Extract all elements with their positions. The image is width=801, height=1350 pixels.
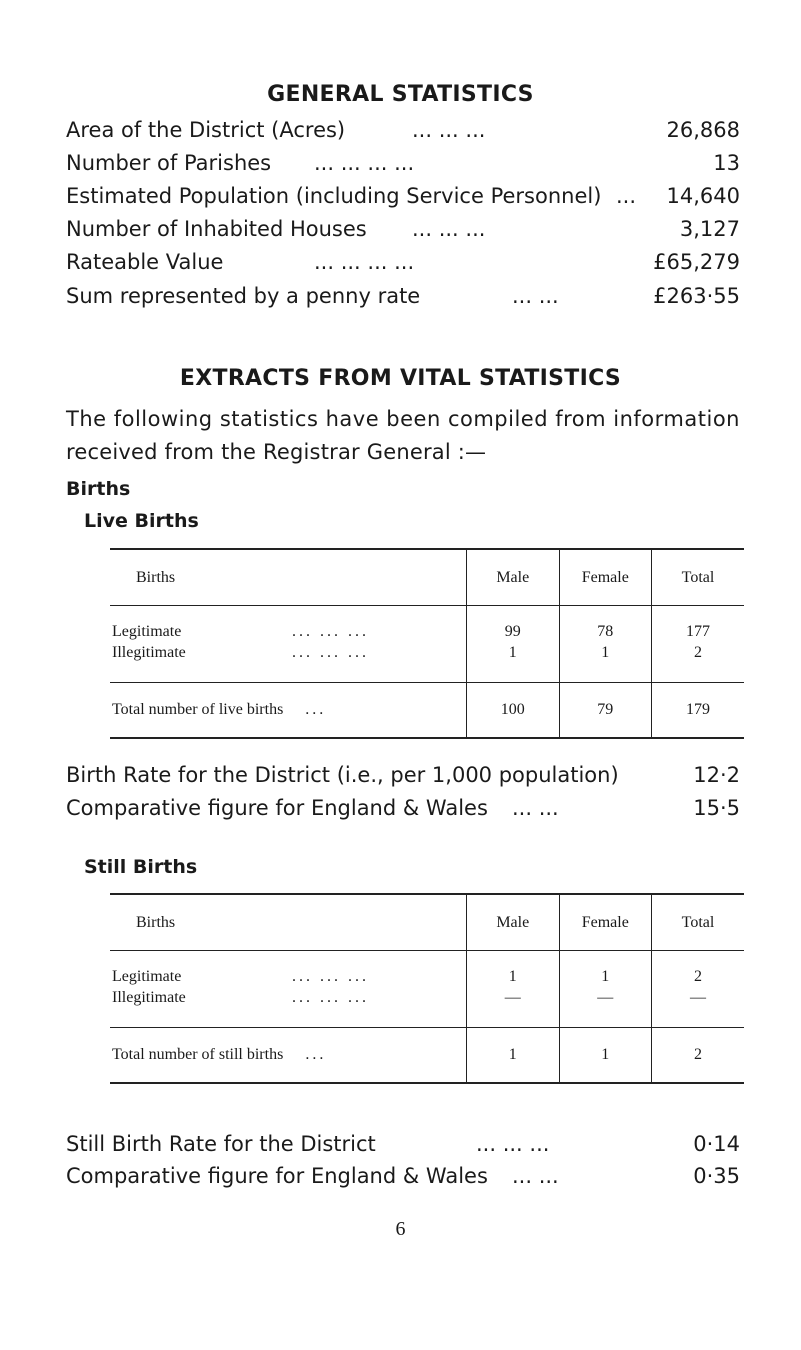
stat-label: Estimated Population (including Service Personnel) <box>66 184 602 208</box>
col-header-male: Male <box>467 549 560 606</box>
col-header-births: Births <box>110 549 467 606</box>
leader-dots: ... ... ... ... <box>314 250 415 274</box>
stat-row-houses <box>66 214 740 244</box>
general-statistics-heading: GENERAL STATISTICS <box>267 82 534 107</box>
birth-rate-row <box>66 760 740 790</box>
leader-dots: ... <box>305 701 327 718</box>
stat-label: Sum represented by a penny rate <box>66 284 421 308</box>
stat-label: Number of Inhabited Houses <box>66 217 367 241</box>
birth-rate-comparative-row <box>66 793 740 823</box>
table-total-row <box>110 683 744 739</box>
stat-value: 3,127 <box>679 217 740 241</box>
cell-total: 2 <box>652 1028 745 1084</box>
leader-dots: ... <box>616 184 637 208</box>
still-births-heading: Still Births <box>84 856 198 878</box>
stat-value: 0·14 <box>693 1132 740 1156</box>
table-total-row <box>110 1028 744 1084</box>
leader-dots: ... ... ... <box>476 1132 550 1156</box>
row-label-total: Total number of live births <box>112 701 284 718</box>
still-births-table <box>110 893 744 1084</box>
cell-female: 1 <box>559 1028 652 1084</box>
row-label-illegitimate: Illegitimate <box>112 989 186 1006</box>
stat-row-penny-rate <box>66 281 740 311</box>
row-label-total: Total number of still births <box>112 1046 284 1063</box>
leader-dots: ... ... ... <box>292 623 369 640</box>
row-label-legitimate: Legitimate <box>112 968 182 985</box>
table-row <box>110 987 744 1028</box>
still-birth-rate-comparative-row <box>66 1161 740 1191</box>
col-header-female: Female <box>559 894 652 951</box>
cell-female: 78 <box>559 606 652 643</box>
births-heading: Births <box>66 478 131 500</box>
stat-label: Birth Rate for the District (i.e., per 1,000 population) <box>66 763 619 787</box>
stat-value: 15·5 <box>693 796 740 820</box>
live-births-table <box>110 548 744 739</box>
stat-value: 0·35 <box>693 1164 740 1188</box>
leader-dots: ... <box>305 1046 327 1063</box>
intro-line-2: received from the Registrar General :— <box>66 440 487 464</box>
stat-label: Number of Parishes <box>66 151 272 175</box>
stat-row-population <box>66 181 740 211</box>
intro-paragraph <box>66 403 746 469</box>
stat-row-parishes <box>66 148 740 178</box>
cell-male: — <box>467 987 560 1028</box>
stat-value: 14,640 <box>666 184 740 208</box>
cell-total: — <box>652 987 745 1028</box>
row-label-illegitimate: Illegitimate <box>112 644 186 661</box>
stat-value: £263·55 <box>653 284 740 308</box>
col-header-total: Total <box>652 549 745 606</box>
table-row <box>110 606 744 643</box>
leader-dots: ... ... <box>512 284 559 308</box>
leader-dots: ... ... ... ... <box>314 151 415 175</box>
page-number: 6 <box>395 1218 406 1240</box>
leader-dots: ... ... <box>512 796 559 820</box>
stat-value: 13 <box>713 151 740 175</box>
cell-male: 1 <box>467 642 560 683</box>
cell-total: 179 <box>652 683 745 739</box>
leader-dots: ... ... ... <box>292 989 369 1006</box>
leader-dots: ... ... ... <box>412 217 486 241</box>
row-label-legitimate: Legitimate <box>112 623 182 640</box>
still-birth-rate-row <box>66 1129 740 1159</box>
cell-male: 100 <box>467 683 560 739</box>
col-header-male: Male <box>467 894 560 951</box>
stat-value: 26,868 <box>666 118 740 142</box>
stat-label: Comparative figure for England & Wales <box>66 1164 488 1188</box>
leader-dots: ... ... ... <box>412 118 486 142</box>
cell-female: 1 <box>559 951 652 988</box>
cell-female: 79 <box>559 683 652 739</box>
stat-label: Still Birth Rate for the District <box>66 1132 376 1156</box>
col-header-total: Total <box>652 894 745 951</box>
vital-statistics-heading: EXTRACTS FROM VITAL STATISTICS <box>179 366 622 391</box>
col-header-births: Births <box>110 894 467 951</box>
stat-label: Comparative figure for England & Wales <box>66 796 488 820</box>
table-row <box>110 642 744 683</box>
stat-label: Rateable Value <box>66 250 224 274</box>
table-row <box>110 951 744 988</box>
live-births-heading: Live Births <box>84 510 199 532</box>
leader-dots: ... ... ... <box>292 644 369 661</box>
stat-row-area <box>66 115 740 145</box>
stat-label: Area of the District (Acres) <box>66 118 346 142</box>
stat-row-rateable-value <box>66 247 740 277</box>
col-header-female: Female <box>559 549 652 606</box>
leader-dots: ... ... <box>512 1164 559 1188</box>
cell-male: 1 <box>467 1028 560 1084</box>
leader-dots: ... ... ... <box>292 968 369 985</box>
cell-female: 1 <box>559 642 652 683</box>
cell-total: 177 <box>652 606 745 643</box>
intro-line-1: The following statistics have been compiled from information <box>66 407 740 431</box>
stat-value: 12·2 <box>693 763 740 787</box>
cell-total: 2 <box>652 951 745 988</box>
cell-total: 2 <box>652 642 745 683</box>
cell-male: 1 <box>467 951 560 988</box>
stat-value: £65,279 <box>653 250 740 274</box>
cell-female: — <box>559 987 652 1028</box>
cell-male: 99 <box>467 606 560 643</box>
